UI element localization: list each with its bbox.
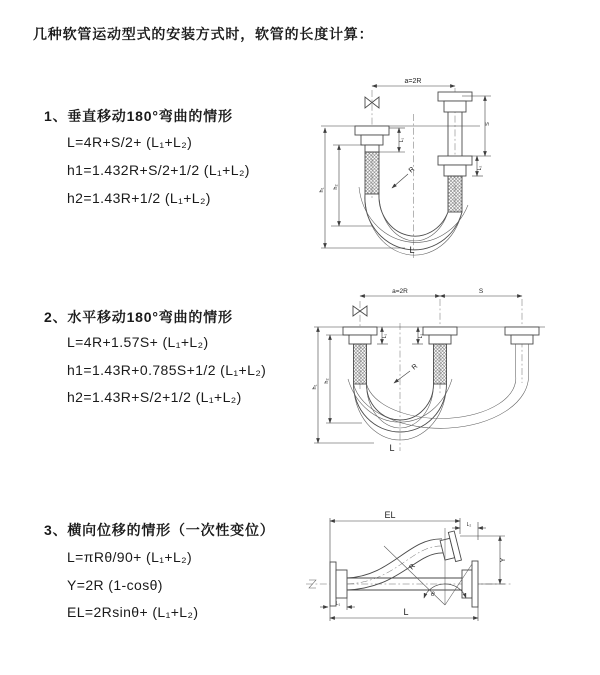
d1-s-label: S bbox=[485, 122, 491, 126]
section-1-formula-L: L=4R+S/2+ (L₁+L₂) bbox=[67, 134, 193, 150]
d2-shift-label: S bbox=[478, 288, 484, 295]
d3-y-label: Y bbox=[500, 557, 507, 563]
section-3-formula-L: L=πRθ/90+ (L₁+L₂) bbox=[67, 549, 193, 565]
section-1-formula-h1: h1=1.432R+S/2+1/2 (L₁+L₂) bbox=[67, 162, 250, 178]
d1-l1-label: L₁ bbox=[399, 137, 405, 143]
d3-length-dimension bbox=[330, 606, 478, 621]
d2-l1-dimension bbox=[377, 327, 388, 344]
d1-right-fitting bbox=[438, 92, 472, 212]
d2-span-dimension bbox=[360, 288, 440, 296]
d1-radius-label: R bbox=[407, 165, 417, 175]
d1-span-label: a=2R bbox=[404, 78, 422, 85]
d2-radius-leader bbox=[394, 363, 419, 383]
d2-span-label: a=2R bbox=[392, 288, 408, 295]
d3-left-flange bbox=[330, 562, 347, 606]
d1-l2-label: L₂ bbox=[477, 165, 483, 171]
section-3-formula-Y: Y=2R (1-cosθ) bbox=[67, 577, 163, 593]
d3-el-dimension bbox=[330, 510, 460, 562]
d3-radius-label-group bbox=[408, 563, 417, 571]
d1-l2-dimension bbox=[472, 156, 483, 176]
section-2-formula-h2: h2=1.43R+S/2+1/2 (L₁+L₂) bbox=[67, 389, 242, 405]
d2-left-fitting bbox=[343, 327, 377, 384]
d3-length-label: L bbox=[403, 607, 409, 617]
section-2-formula-L: L=4R+1.57S+ (L₁+L₂) bbox=[67, 334, 209, 350]
d3-radius-label: R bbox=[408, 562, 417, 572]
d1-h2-label: h₂ bbox=[333, 184, 339, 190]
d1-length-label: L bbox=[409, 245, 415, 255]
section-1-formula-h2: h2=1.43R+1/2 (L₁+L₂) bbox=[67, 190, 211, 206]
section-3-formula-EL: EL=2Rsinθ+ (L₁+L₂) bbox=[67, 604, 199, 620]
d3-l2-label: L₂ bbox=[466, 522, 472, 528]
d2-h1-label: h₁ bbox=[312, 384, 318, 390]
d2-middle-fitting bbox=[423, 327, 457, 384]
d2-h2-label: h₂ bbox=[324, 378, 330, 384]
d1-left-fitting bbox=[355, 126, 389, 194]
d3-l1-label: L₁ bbox=[335, 601, 341, 607]
d3-l2-dimension bbox=[452, 522, 486, 540]
d3-upper-flange bbox=[439, 531, 462, 564]
diagram-horizontal-180-bend bbox=[310, 283, 600, 461]
braided-hose-section bbox=[365, 152, 379, 194]
d1-span-dimension bbox=[372, 78, 455, 86]
d2-l2-label: L₂ bbox=[418, 333, 424, 339]
d3-theta-label: θ bbox=[431, 591, 435, 598]
d2-radius-label: R bbox=[410, 362, 420, 372]
d2-l2-dimension bbox=[412, 327, 424, 344]
d3-construction-lines bbox=[384, 528, 472, 605]
braided-hose-section bbox=[354, 344, 367, 384]
braided-hose-section bbox=[448, 176, 462, 212]
section-1-heading: 1、垂直移动180°弯曲的情形 bbox=[44, 108, 233, 124]
d3-l1-dimension bbox=[320, 598, 355, 610]
section-3-heading: 3、横向位移的情形（一次性变位） bbox=[44, 522, 275, 538]
d3-el-label: EL bbox=[384, 510, 396, 520]
d2-length-label: L bbox=[389, 443, 395, 453]
braided-hose-section bbox=[434, 344, 447, 384]
section-2-formula-h1: h1=1.43R+0.785S+1/2 (L₁+L₂) bbox=[67, 362, 267, 378]
d3-curved-hose bbox=[347, 539, 443, 590]
d2-shift-dimension bbox=[440, 288, 522, 296]
diagram-lateral-displacement bbox=[300, 508, 600, 645]
d2-l1-label: L₁ bbox=[382, 333, 388, 339]
diagram-vertical-180-bend bbox=[315, 72, 600, 265]
page-title: 几种软管运动型式的安装方式时，软管的长度计算： bbox=[33, 26, 374, 42]
section-2-heading: 2、水平移动180°弯曲的情形 bbox=[44, 309, 233, 325]
d1-radius-leader bbox=[392, 166, 416, 188]
d1-h1-label: h₁ bbox=[319, 187, 325, 193]
